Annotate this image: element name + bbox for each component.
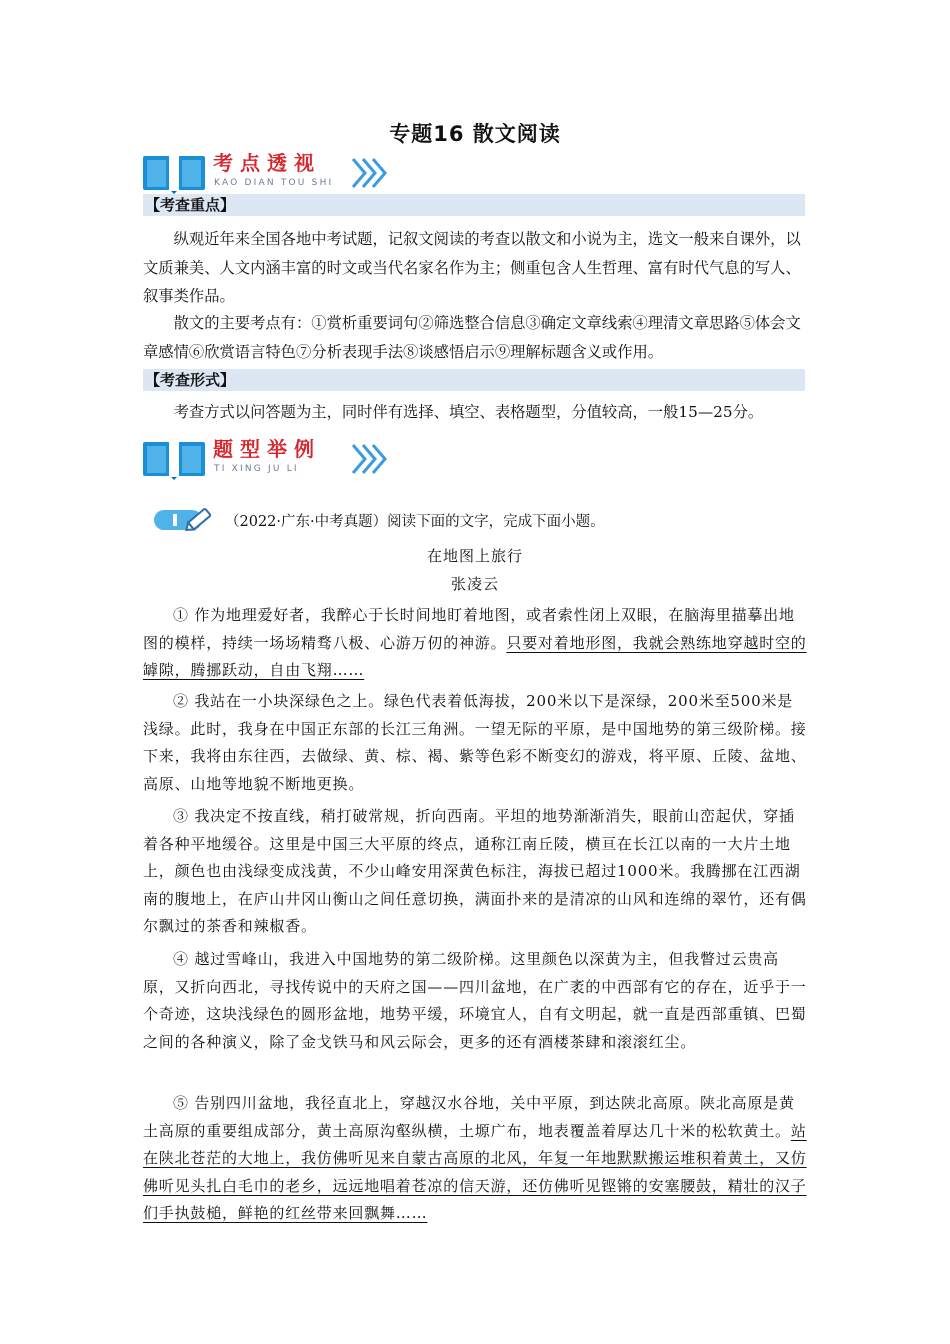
article-paragraph-3: ③ 我决定不按直线，稍打破常规，折向西南。平坦的地势渐渐消失，眼前山峦起伏，穿插着各种平地缓谷。这里是中国三大平原的终点，通称江南丘陵，横亘在长江以南的一大片土地上，颜色也由浅绿变成浅黄，不少山峰安用深黄色标注，海拔已超过1000米。我腾挪在江西湖南的腹地上，在庐山井冈山衡山之间任意切换，满面扑来的是清凉的山风和连绵的翠竹，还有偶尔飘过的茶香和辣椒香。 — [143, 807, 807, 936]
paragraph-text: ⑤ 告别四川盆地，我径直北上，穿越汉水谷地，关中平原，到达陕北高原。陕北高原是黄土高原的重要组成部分，黄土高原沟壑纵横，土塬广布，地表覆盖着厚达几十米的松软黄土。 — [143, 1094, 795, 1140]
question-header — [153, 505, 605, 535]
article-paragraph-1 — [143, 602, 807, 685]
article-author: 张凌云 — [450, 575, 499, 593]
banner-subtitle: TI XING JU LI — [214, 464, 299, 474]
focus-paragraph-2: 散文的主要考点有：①赏析重要词句②筛选整合信息③确定文章线索④理清文章思路⑤体会文章感情⑥欣赏语言特色⑦分析表现手法⑧谈感悟启示⑨理解标题含义或作用。 — [143, 314, 801, 361]
banner-title: 题型举例 — [213, 437, 321, 461]
section-label-format: 【考查形式】 — [143, 369, 805, 391]
banner-title: 考点透视 — [213, 151, 321, 175]
chevron-right-icon — [351, 156, 389, 190]
format-paragraph: 考查方式以问答题为主，同时伴有选择、填空、表格题型，分值较高，一般15—25分。 — [173, 403, 764, 421]
article-paragraph-5 — [143, 1090, 807, 1228]
question-source: （2022·广东·中考真题）阅读下面的文字，完成下面小题。 — [225, 513, 605, 530]
section-label-focus: 【考查重点】 — [143, 194, 805, 216]
focus-paragraph-1: 纵观近年来全国各地中考试题，记叙文阅读的考查以散文和小说为主，选文一般来自课外，以文质兼美、人文内涵丰富的时文或当代名家名作为主；侧重包含人生哲理、富有时代气息的写人、叙事类作品。 — [143, 230, 801, 305]
section-banner-tixing — [143, 436, 393, 482]
section-banner-kaodian — [143, 150, 393, 196]
chevron-right-icon — [351, 442, 389, 476]
book-icon — [143, 154, 205, 194]
article-paragraph-4: ④ 越过雪峰山，我进入中国地势的第二级阶梯。这里颜色以深黄为主，但我瞥过云贵高原，又折向西北，寻找传说中的天府之国——四川盆地，在广袤的中西部有它的存在，近乎于一个奇迹，这块浅绿色的圆形盆地，地势平缓，环境宜人，自有文明起，就一直是西部重镇、巴蜀之间的各种演义，除了金戈铁马和风云际会，更多的还有酒楼茶肆和滚滚红尘。 — [143, 950, 807, 1051]
underlined-sentence: 站在陕北苍茫的大地上，我仿佛听见来自蒙古高原的北风，年复一年地默默搬运堆积着黄土，又仿佛听见头扎白毛巾的老乡，远远地唱着苍凉的信天游，还仿佛听见铿锵的安塞腰鼓，精壮的汉子们手执鼓槌，鲜艳的红丝带来回飘舞…… — [143, 1121, 807, 1223]
article-title: 在地图上旅行 — [426, 547, 523, 565]
book-icon — [143, 440, 205, 480]
underlined-sentence: 只要对着地形图，我就会熟练地穿越时空的罅隙，腾挪跃动，自由飞翔…… — [143, 633, 807, 680]
pencil-icon — [153, 505, 215, 535]
article-paragraph-2: ② 我站在一小块深绿色之上。绿色代表着低海拔，200米以下是深绿，200米至500米是浅绿。此时，我身在中国正东部的长江三角洲。一望无际的平原，是中国地势的第三级阶梯。接下来，我将由东往西，去做绿、黄、棕、褐、紫等色彩不断变幻的游戏，将平原、丘陵、盆地、高原、山地等地貌不断地更换。 — [143, 692, 807, 793]
page-title: 专题16 散文阅读 — [389, 122, 561, 146]
paragraph-text: ① 作为地理爱好者，我醉心于长时间地盯着地图，或者索性闭上双眼，在脑海里描摹出地图的模样，持续一场场精骛八极、心游万仞的神游。 — [143, 606, 795, 652]
banner-subtitle: KAO DIAN TOU SHI — [214, 178, 334, 188]
